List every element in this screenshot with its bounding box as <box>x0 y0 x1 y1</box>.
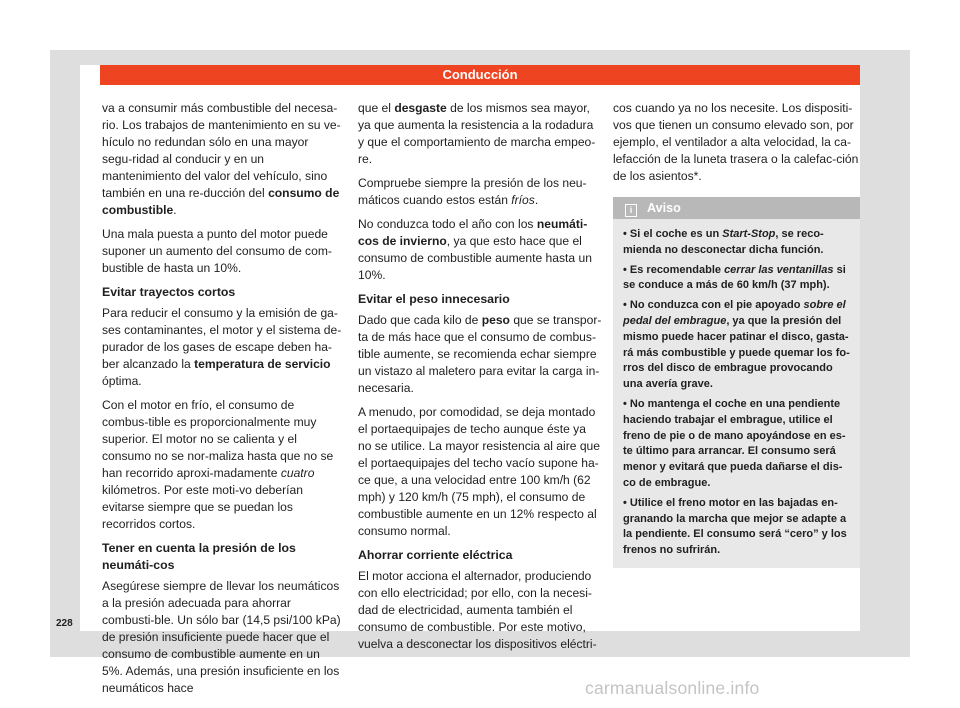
watermark: carmanualsonline.info <box>585 678 760 698</box>
paragraph: Dado que cada kilo de peso que se transpor-ta de más hace que el consumo de combus-tible aumente, se recomienda echar siempre un vistazo al maletero para evitar la carga in-necesaria. <box>358 313 602 395</box>
section-heading: Evitar el peso innecesario <box>358 292 510 306</box>
paragraph: El motor acciona el alternador, produciendo con ello electricidad; por ello, con la necesi-dad de electricidad, aumenta también el consumo de combustible. Por este motivo, vuelva a desconectar los dispositivos eléctri- <box>358 569 597 651</box>
paragraph: No conduzca todo el año con los neumáti-cos de invierno, ya que esto hace que el consumo de combustible aumente hasta un 10%. <box>358 217 592 282</box>
paragraph: va a consumir más combustible del necesa-rio. Los trabajos de mantenimiento en su ve-hículo no redundan sólo en una mayor segu-ridad al conducir y en un mantenimiento del valor del vehículo, sino también en una re-ducción del consumo de combustible. <box>102 101 341 217</box>
notice-body <box>613 219 860 568</box>
paragraph: Para reducir el consumo y la emisión de ga-ses contaminantes, el motor y el sistema de-purador de los gases de escape deben ha-ber alcanzado la temperatura de servicio óptima. <box>102 306 342 388</box>
text-column-1 <box>102 100 342 704</box>
paragraph: Una mala puesta a punto del motor puede suponer un aumento del consumo de com-bustible de hasta un 10%. <box>102 227 332 275</box>
section-header: Conducción <box>100 65 860 85</box>
section-heading: Tener en cuenta la presión de los neumáti-cos <box>102 541 296 572</box>
paragraph: A menudo, por comodidad, se deja montado el portaequipajes de techo aunque éste ya no se utilice. La mayor resistencia al aire que el portaequipajes del techo vacío supone ha-ce que, a una velocidad entre 100 km/h (62 mph) y 120 km/h (75 mph), el consumo de combustible aumente en un 12% respecto al consumo normal. <box>358 405 600 538</box>
info-icon: i <box>625 204 637 217</box>
paragraph: Con el motor en frío, el consumo de combus-tible es proporcionalmente muy superior. El motor no se calienta y el consumo no se nor-maliza hasta que no se han recorrido aproxi-madamente cuatro kilómetros. Por este moti-vo deberían evitarse siempre que se puedan los recorridos cortos. <box>102 398 334 531</box>
notice-item: • No mantenga el coche en una pendiente haciendo trabajar el embrague, utilice el freno de pie o de mano apoyándose en es-te último para arrancar. El consumo será menor y evitará que pueda dañarse el dis-co de embrague. <box>623 397 846 489</box>
notice-item: • No conduzca con el pie apoyado sobre el pedal del embrague, ya que la presión del mismo puede hacer patinar el disco, gasta-rá más combustible y puede quemar los fo-rros del disco de embrague provocando una avería grave. <box>623 299 850 391</box>
text-column-2 <box>358 100 602 660</box>
page-number: 228 <box>56 618 73 629</box>
paragraph: que el desgaste de los mismos sea mayor, ya que aumenta la resistencia a la rodadura y que el comportamiento de marcha empeo-re. <box>358 101 596 166</box>
text-column-3 <box>613 100 860 568</box>
notice-title: Aviso <box>647 201 681 215</box>
notice-box <box>613 197 860 568</box>
paragraph: Compruebe siempre la presión de los neu-máticos cuando estos están fríos. <box>358 176 587 207</box>
paragraph: cos cuando ya no los necesite. Los dispositi-vos que tienen un consumo elevado son, por ejemplo, el ventilador a alta velocidad, la ca-lefacción de la luneta trasera o la calefac-ción de los asientos*. <box>613 101 859 183</box>
notice-item: • Si el coche es un Start-Stop, se reco-mienda no desconectar dicha función. <box>623 228 824 256</box>
notice-header <box>613 197 860 219</box>
notice-item: • Es recomendable cerrar las ventanillas si se conduce a más de 60 km/h (37 mph). <box>623 263 846 292</box>
section-heading: Ahorrar corriente eléctrica <box>358 548 513 562</box>
paragraph: Asegúrese siempre de llevar los neumáticos a la presión adecuada para ahorrar combusti-ble. Un sólo bar (14,5 psi/100 kPa) de presión insuficiente puede hacer que el consumo de combustible aumente en un 5%. Además, una presión insuficiente en los neumáticos hace <box>102 579 341 695</box>
section-heading: Evitar trayectos cortos <box>102 285 236 299</box>
notice-item: • Utilice el freno motor en las bajadas en-granando la marcha que mejor se adapte a la pendiente. El consumo será “cero” y los frenos no sufrirán. <box>623 496 847 557</box>
